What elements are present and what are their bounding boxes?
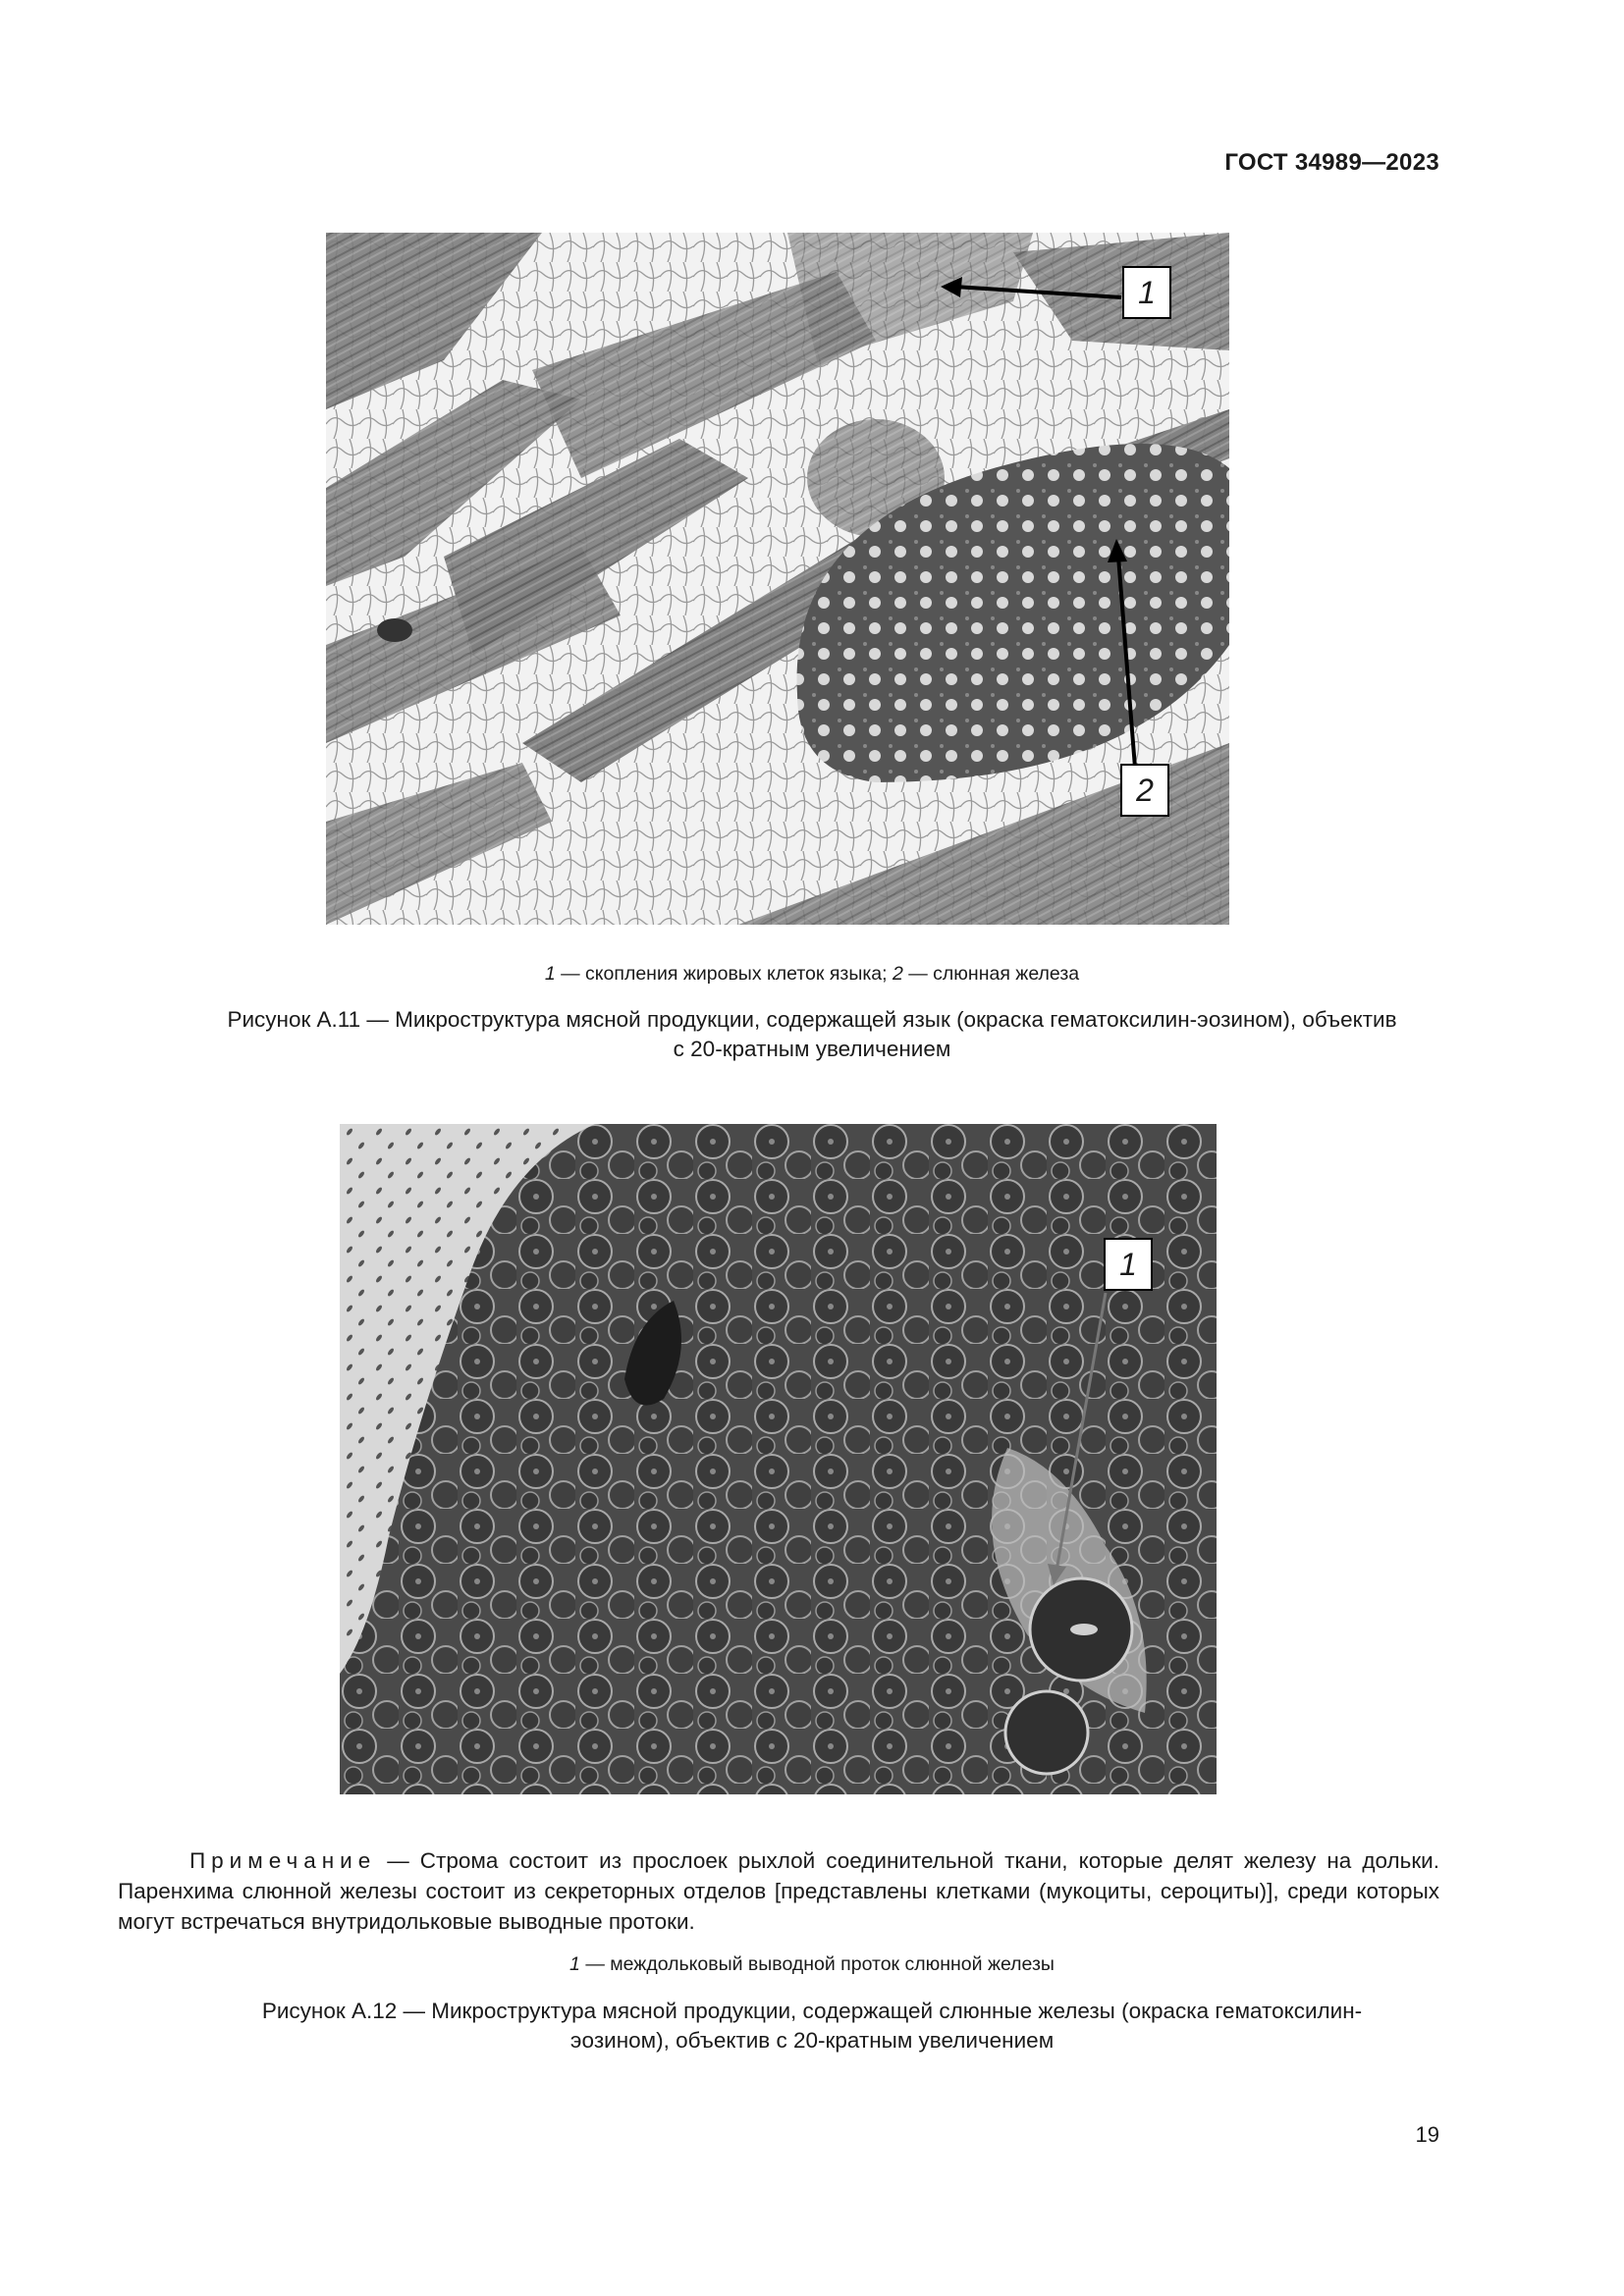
note-label: Примечание	[189, 1848, 377, 1873]
micrograph-salivary-gland-image	[340, 1124, 1217, 1794]
caption-line: Рисунок А.11 — Микроструктура мясной продукции, содержащей язык (окраска гематоксилин-эозином), объектив	[227, 1007, 1397, 1032]
legend-num: 1	[569, 1953, 580, 1975]
legend-num: 1	[544, 963, 556, 985]
legend-text: — скопления жировых клеток языка;	[555, 963, 893, 985]
figure-a12-note	[118, 1845, 1439, 1937]
caption-line: Рисунок А.12 — Микроструктура мясной продукции, содержащей слюнные железы (окраска гематоксилин-	[261, 1999, 1363, 2023]
document-header: ГОСТ 34989—2023	[1224, 149, 1439, 176]
page-number: 19	[1415, 2122, 1439, 2147]
figure-a12-legend	[0, 1953, 1624, 1976]
legend-text: — междольковый выводной проток слюнной железы	[579, 1953, 1055, 1975]
figure-a11-legend	[0, 963, 1624, 986]
micrograph-tongue	[326, 233, 1229, 925]
callout-1-fig-a11: 1	[1122, 266, 1171, 319]
caption-line: с 20-кратным увеличением	[673, 1037, 951, 1061]
caption-line: эозином), объектив с 20-кратным увеличением	[569, 2028, 1055, 2053]
note-text: — Строма состоит из прослоек рыхлой соединительной ткани, которые делят железу на дольки. Паренхима слюнной железы состоит из секреторных отделов [представлены клетками (мукоциты, сероциты)], среди которых могут встречаться внутридольковые выводные протоки.	[118, 1848, 1439, 1934]
micrograph-salivary-gland	[340, 1124, 1217, 1794]
micrograph-tongue-image	[326, 233, 1229, 925]
callout-1-fig-a12: 1	[1104, 1238, 1153, 1291]
callout-2-fig-a11: 2	[1120, 764, 1169, 817]
figure-a11-caption	[118, 1005, 1506, 1064]
legend-text: — слюнная железа	[902, 963, 1080, 985]
figure-a12-caption	[118, 1997, 1506, 2056]
legend-num: 2	[892, 963, 903, 985]
